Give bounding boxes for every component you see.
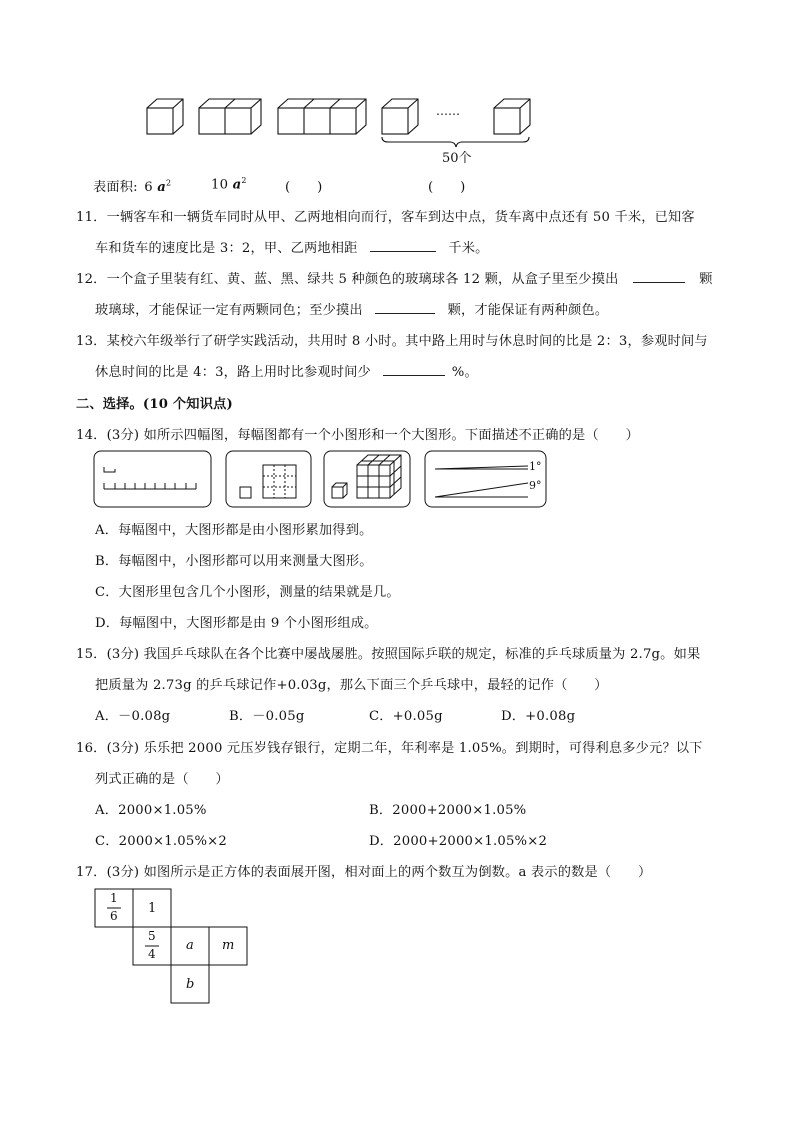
q13-line1: 13．某校六年级举行了研学实践活动，共用时 8 小时。其中路上用时与休息时间的比是 2：3，参观时间与: [76, 334, 708, 349]
q11-answer-blank[interactable]: [370, 239, 436, 252]
small-unit-segment: [104, 467, 115, 472]
cube-count-label: 50个: [442, 151, 472, 166]
q13-line2: 休息时间的比是 4：3，路上用时比参观时间少 %。: [95, 365, 478, 380]
net-cell-a: a: [186, 938, 194, 953]
q17-stem: 17．(3分) 如图所示是正方体的表面展开图，相对面上的两个数互为倒数。a 表示的数是（ ）: [76, 865, 652, 880]
q13-answer-blank[interactable]: [383, 363, 445, 376]
net-cell-frac1-num: 1: [110, 891, 118, 905]
q14-stem: 14．(3分) 如所示四幅图，每幅图都有一个小图形和一个大图形。下面描述不正确的是（ ）: [76, 428, 639, 443]
surface-area-value-1: 6 $a^2$: [144, 178, 172, 195]
q15-option-d[interactable]: D．+0.08g: [501, 709, 576, 724]
q15-option-c[interactable]: C．+0.05g: [369, 709, 443, 724]
q14-option-a[interactable]: A．每幅图中，大图形都是由小图形累加得到。: [95, 523, 373, 538]
net-cell-m: m: [222, 938, 235, 953]
q15-option-a[interactable]: A．－0.08g: [95, 709, 171, 724]
surface-area-blank-2: ( ): [428, 180, 466, 195]
cube-ellipsis: ……: [436, 104, 460, 118]
net-cell-frac2-den: 4: [148, 947, 156, 961]
large-cube: [357, 455, 401, 498]
q14-option-c[interactable]: C．大图形里包含几个小图形，测量的结果就是几。: [95, 585, 400, 600]
q14-option-b[interactable]: B．每幅图中，小图形都可以用来测量大图形。: [95, 554, 373, 569]
q15-line1: 15．(3分) 我国乒乓球队在各个比赛中屡战屡胜。按照国际乒联的规定，标准的乒乓球质量为 2.7g。如果: [76, 647, 701, 662]
q11-line1: 11．一辆客车和一辆货车同时从甲、乙两地相向而行，客车到达中点，货车离中点还有 50 千米，已知客: [76, 210, 695, 225]
cube-1: [147, 99, 183, 134]
q12-line1: 12．一个盒子里装有红、黄、蓝、黑、绿共 5 种颜色的玻璃球各 12 颗，从盒子里至少摸出 颗: [76, 272, 713, 287]
q15-option-b[interactable]: B．－0.05g: [229, 709, 305, 724]
q16-option-a[interactable]: A．2000×1.05%: [95, 803, 207, 818]
q14-option-d[interactable]: D．每幅图中，大图形都是由 9 个小图形组成。: [95, 616, 378, 631]
angle-9-degree: [435, 483, 528, 497]
net-cell-frac2-num: 5: [148, 929, 156, 943]
small-cube: [332, 483, 347, 498]
surface-area-value-2: 10 $a^2$: [211, 176, 247, 193]
cube-2: [199, 99, 261, 134]
q14-figures: [0, 447, 794, 517]
cube-net-figure: [0, 885, 794, 1035]
cube-50-first: [382, 99, 418, 134]
net-cell-one: 1: [148, 901, 157, 916]
angle-1-degree: [435, 466, 528, 469]
cube-3: [278, 99, 366, 134]
q12-line2: 玻璃球，才能保证一定有两颗同色；至少摸出 颗，才能保证有两种颜色。: [95, 303, 609, 318]
brace: [382, 137, 529, 147]
angle-9-label: 9°: [529, 479, 542, 492]
small-square: [240, 487, 251, 498]
surface-area-label: 表面积:: [93, 180, 138, 195]
q12-answer-blank-1[interactable]: [633, 270, 685, 283]
net-cell-frac1-den: 6: [110, 909, 118, 923]
q15-line2: 把质量为 2.73g 的乒乓球记作+0.03g，那么下面三个乒乓球中，最轻的记作（ ）: [95, 678, 608, 693]
surface-area-row: [93, 176, 171, 195]
q11-line2: 车和货车的速度比是 3：2，甲、乙两地相距 千米。: [95, 241, 489, 256]
q16-line1: 16．(3分) 乐乐把 2000 元压岁钱存银行，定期二年，年利率是 1.05%。到期时，可得利息多少元？以下: [76, 741, 703, 756]
cube-50-last: [494, 99, 530, 134]
q16-line2: 列式正确的是（ ）: [95, 772, 229, 787]
ruler-ticks: [104, 483, 196, 489]
q16-option-c[interactable]: C．2000×1.05%×2: [95, 834, 228, 849]
section-title: 二、选择。(10 个知识点): [76, 397, 233, 412]
cube-sequence-figure: [0, 0, 794, 170]
net-cell-b: b: [186, 977, 195, 992]
q16-option-b[interactable]: B．2000+2000×1.05%: [369, 803, 527, 818]
q12-answer-blank-2[interactable]: [375, 301, 435, 314]
surface-area-blank-1: ( ): [285, 180, 323, 195]
angle-1-label: 1°: [529, 460, 542, 473]
q16-option-d[interactable]: D．2000+2000×1.05%×2: [369, 834, 548, 849]
